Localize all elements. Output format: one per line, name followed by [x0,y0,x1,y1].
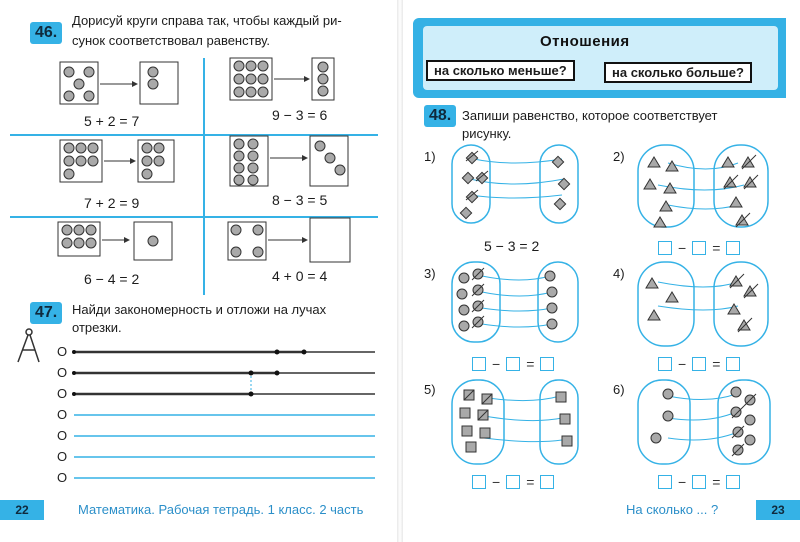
blank-box[interactable] [658,241,672,255]
ray-label-5: O [57,428,68,443]
blank-box[interactable] [506,475,520,489]
topic-box-less: на сколько меньше? [426,60,575,81]
ray-label-1: O [57,344,68,359]
item-1-answer: 5 − 3 = 2 [484,238,540,254]
ray-label-7: O [57,470,68,485]
item-4-drawing [638,262,768,346]
equation-3: 7 + 2 = 9 [84,195,140,211]
minus-sign: − [492,474,501,490]
equals-sign: = [712,240,721,256]
blank-box[interactable] [726,357,740,371]
blank-box[interactable] [692,475,706,489]
item-2-drawing [638,145,768,227]
item-1-drawing [452,145,578,223]
item-1-label: 1) [424,149,436,164]
cell-3-drawing [60,140,174,182]
blank-box[interactable] [658,475,672,489]
equation-4: 8 − 3 = 5 [272,192,328,208]
ray-label-6: O [57,449,68,464]
item-3-blank-equation [472,356,554,372]
exercise-46-text-line1: Дорисуй круги справа так, чтобы каждый ри- [72,13,342,28]
item-5-drawing [452,380,578,464]
item-2-label: 2) [613,149,625,164]
cell-1-drawing [60,62,178,104]
blank-box[interactable] [540,475,554,489]
ray-label-2: O [57,365,68,380]
topic-title: Отношения [540,33,630,50]
blank-box[interactable] [692,241,706,255]
equals-sign: = [712,474,721,490]
blank-box[interactable] [726,241,740,255]
blank-box[interactable] [658,357,672,371]
minus-sign: − [492,356,501,372]
item-6-label: 6) [613,382,625,397]
item-6-drawing [638,380,770,464]
blank-box[interactable] [472,475,486,489]
equation-1: 5 + 2 = 7 [84,113,140,129]
exercise-47-text-line1: Найди закономерность и отложи на лучах [72,302,327,317]
item-4-label: 4) [613,266,625,281]
exercise-48-drawings [400,140,800,500]
exercise-47-text-line2: отрезки. [72,320,122,335]
cell-6-drawing [228,218,350,262]
equation-2: 9 − 3 = 6 [272,107,328,123]
blank-box[interactable] [472,357,486,371]
item-5-label: 5) [424,382,436,397]
item-3-label: 3) [424,266,436,281]
equals-sign: = [526,474,535,490]
page-number-right: 23 [756,500,800,520]
topic-box-more: на сколько больше? [604,62,752,83]
blank-box[interactable] [692,357,706,371]
equals-sign: = [526,356,535,372]
item-3-drawing [452,262,578,342]
exercise-48-text-line2: рисунку. [462,126,512,141]
left-footer-text: Математика. Рабочая тетрадь. 1 класс. 2 часть [78,502,364,517]
exercise-46-number: 46. [30,22,62,44]
ray-label-3: O [57,386,68,401]
equation-6: 4 + 0 = 4 [272,268,328,284]
minus-sign: − [678,356,687,372]
cell-4-drawing [230,136,348,186]
minus-sign: − [678,474,687,490]
exercise-46-text-line2: сунок соответствовал равенству. [72,33,270,48]
exercise-46-grid [0,0,400,300]
exercise-47-number: 47. [30,302,62,324]
ray-label-4: O [57,407,68,422]
minus-sign: − [678,240,687,256]
blank-box[interactable] [540,357,554,371]
page-number-left: 22 [0,500,44,520]
equation-5: 6 − 4 = 2 [84,271,140,287]
right-footer-text: На сколько ... ? [626,502,719,517]
item-2-blank-equation [658,240,740,256]
exercise-48-number: 48. [424,105,456,127]
item-4-blank-equation [658,356,740,372]
cell-2-drawing [230,58,334,100]
exercise-48-text-line1: Запиши равенство, которое соответствует [462,108,718,123]
item-5-blank-equation [472,474,554,490]
blank-box[interactable] [506,357,520,371]
blank-box[interactable] [726,475,740,489]
cell-5-drawing [58,222,172,260]
equals-sign: = [712,356,721,372]
item-6-blank-equation [658,474,740,490]
